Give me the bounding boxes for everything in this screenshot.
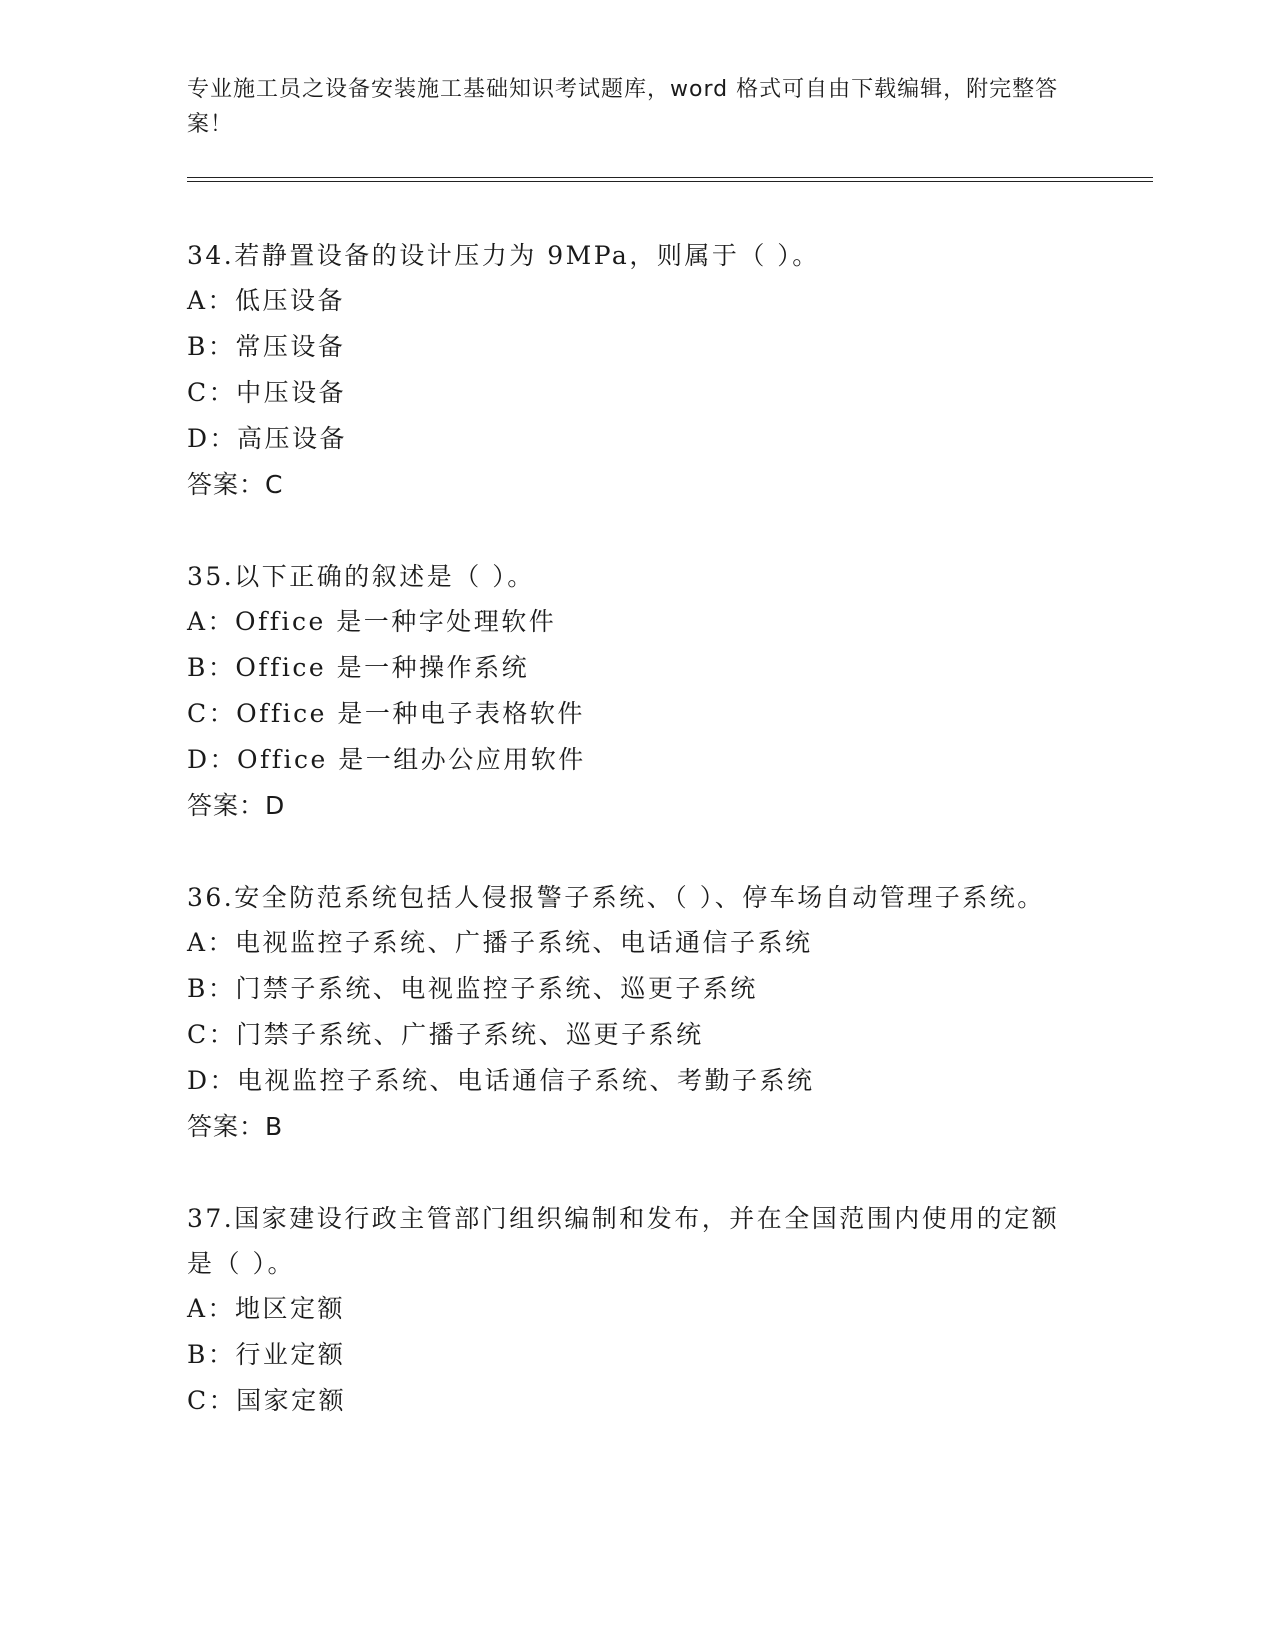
option-c: C：中压设备 <box>187 378 347 407</box>
question-stem: 35.以下正确的叙述是（ ）。 <box>187 562 535 591</box>
option-b: B：Office 是一种操作系统 <box>187 653 530 682</box>
option-c: C：国家定额 <box>187 1386 347 1415</box>
option-a: A：地区定额 <box>187 1294 346 1323</box>
option-b: B：常压设备 <box>187 332 346 361</box>
answer-line: 答案：B <box>187 1112 284 1141</box>
option-b: B：门禁子系统、电视监控子系统、巡更子系统 <box>187 974 758 1003</box>
question-stem: 37.国家建设行政主管部门组织编制和发布，并在全国范围内使用的定额是（ ）。 <box>187 1204 1060 1278</box>
option-c: C：Office 是一种电子表格软件 <box>187 699 585 728</box>
question-34 <box>187 233 1087 508</box>
option-c: C：门禁子系统、广播子系统、巡更子系统 <box>187 1020 704 1049</box>
question-stem: 34.若静置设备的设计压力为 9MPa，则属于（ ）。 <box>187 241 820 270</box>
option-a: A：Office 是一种字处理软件 <box>187 607 557 636</box>
option-d: D：Office 是一组办公应用软件 <box>187 745 586 774</box>
option-d: D：高压设备 <box>187 424 348 453</box>
question-list <box>187 233 1087 1470</box>
question-stem: 36.安全防范系统包括人侵报警子系统、（ ）、停车场自动管理子系统。 <box>187 883 1045 912</box>
option-d: D：电视监控子系统、电话通信子系统、考勤子系统 <box>187 1066 815 1095</box>
option-a: A：电视监控子系统、广播子系统、电话通信子系统 <box>187 928 813 957</box>
question-37 <box>187 1196 1087 1424</box>
question-36 <box>187 875 1087 1150</box>
header-divider-top <box>187 177 1153 178</box>
option-b: B：行业定额 <box>187 1340 346 1369</box>
question-35 <box>187 554 1087 829</box>
document-header: 专业施工员之设备安装施工基础知识考试题库，word 格式可自由下载编辑，附完整答案！ <box>187 77 1059 137</box>
answer-line: 答案：D <box>187 791 286 820</box>
answer-line: 答案：C <box>187 470 284 499</box>
option-a: A：低压设备 <box>187 286 346 315</box>
header-divider-bottom <box>187 181 1153 182</box>
